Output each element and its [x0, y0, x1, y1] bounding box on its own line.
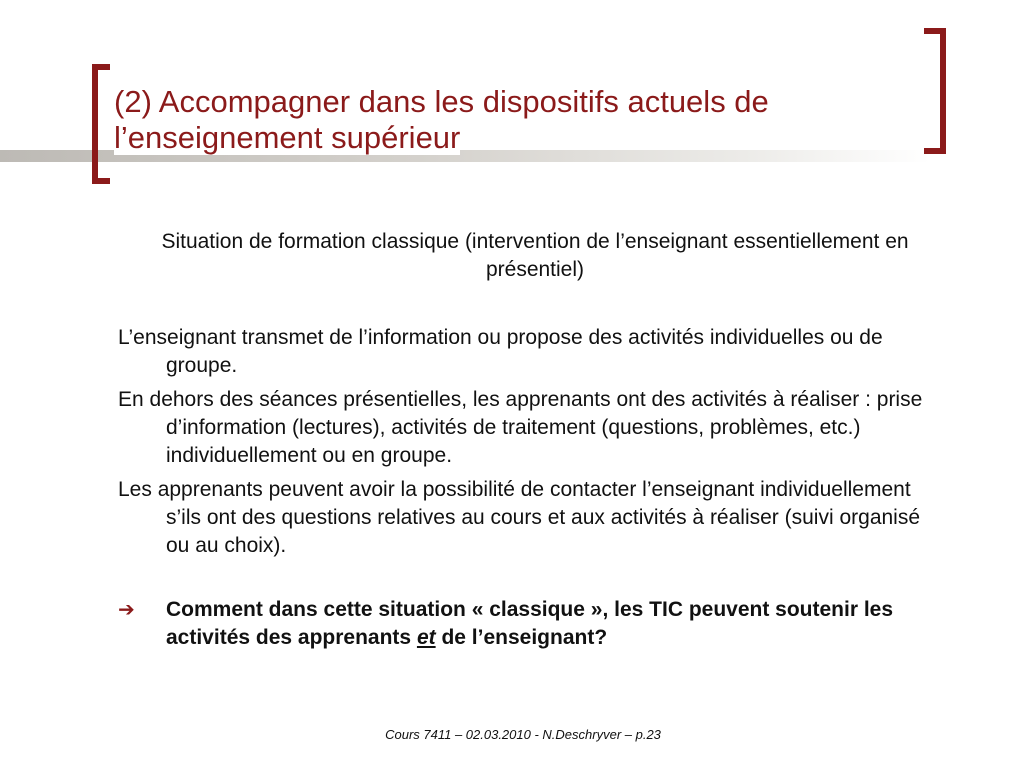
right-bracket-decor: [924, 28, 946, 154]
question-text: [166, 596, 918, 652]
paragraph-1: L’enseignant transmet de l’information ou propose des activités individuelles ou de groupe.: [118, 326, 883, 377]
question-part-1: Comment dans cette situation « classique », les TIC peuvent soutenir les activités des apprenants: [166, 598, 894, 649]
paragraph-3: Les apprenants peuvent avoir la possibilité de contacter l’enseignant individuellement s’ils ont des questions relatives au cours et aux activités à réaliser (suivi organisé ou au choix).: [118, 478, 921, 557]
slide-footer: Cours 7411 – 02.03.2010 - N.Deschryver – p.23: [385, 727, 661, 742]
left-bracket-decor: [92, 64, 110, 184]
slide-title: [114, 84, 894, 156]
paragraph-2: En dehors des séances présentielles, les apprenants ont des activités à réaliser : prise d’information (lectures), activités de traitement (questions, problèmes, etc.) individuellement ou en groupe.: [118, 388, 923, 467]
question-emphasis: et: [416, 626, 436, 649]
title-line-1: (2) Accompagner dans les dispositifs actuels de: [114, 84, 769, 119]
key-question: [118, 596, 918, 652]
body-paragraphs: [118, 324, 938, 566]
title-line-2: l’enseignement supérieur: [114, 120, 461, 155]
question-part-2: de l’enseignant?: [435, 626, 608, 649]
slide-subtitle: Situation de formation classique (intervention de l’enseignant essentiellement en présentiel): [161, 230, 909, 281]
arrow-right-icon: ➔: [118, 599, 135, 621]
